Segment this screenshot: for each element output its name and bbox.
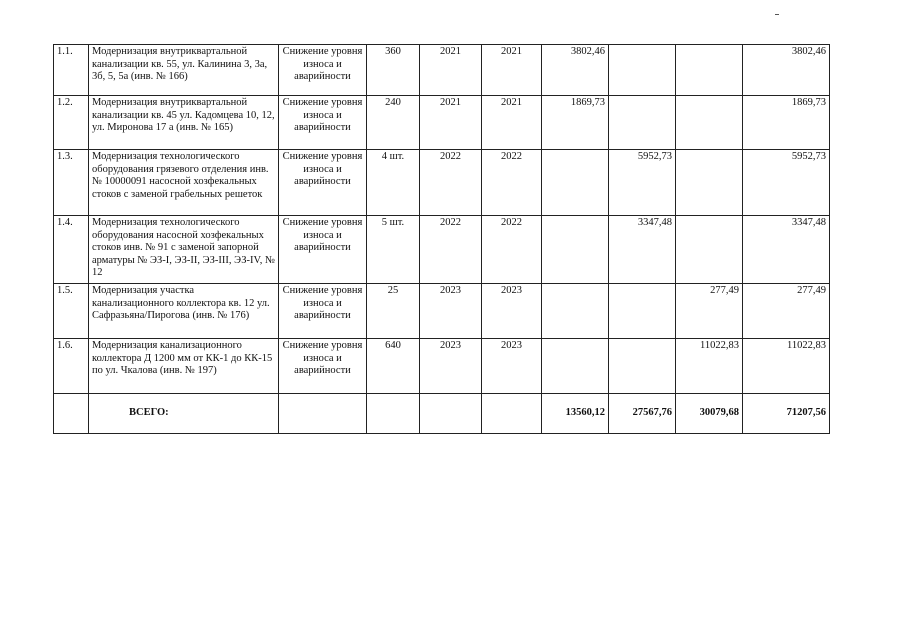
year-start: 2021 [420, 96, 482, 150]
project-quantity: 25 [367, 284, 420, 339]
cost-2021 [542, 284, 609, 339]
project-name: Модернизация внутриквартальной канализации кв. 55, ул. Калинина 3, 3а, 3б, 5, 5а (инв. № 166) [89, 45, 279, 96]
year-end: 2023 [482, 284, 542, 339]
page-corner-mark [775, 14, 779, 15]
totals-cost-total: 71207,56 [743, 394, 830, 434]
totals-cost-2023: 30079,68 [676, 394, 743, 434]
project-goal: Снижение уровня износа и аварийности [279, 339, 367, 394]
cost-2021 [542, 216, 609, 284]
year-end: 2021 [482, 45, 542, 96]
year-end: 2023 [482, 339, 542, 394]
cost-2021 [542, 150, 609, 216]
project-name: Модернизация технологического оборудования грязевого отделения инв. № 10000091 насосной хозфекальных стоков с заменой грабельных решеток [89, 150, 279, 216]
table-row [54, 216, 830, 284]
year-start: 2023 [420, 284, 482, 339]
cost-total: 3802,46 [743, 45, 830, 96]
cost-2022 [609, 339, 676, 394]
cost-total: 3347,48 [743, 216, 830, 284]
totals-cost-2022: 27567,76 [609, 394, 676, 434]
cost-total: 5952,73 [743, 150, 830, 216]
project-goal: Снижение уровня износа и аварийности [279, 45, 367, 96]
year-start: 2023 [420, 339, 482, 394]
table-row [54, 150, 830, 216]
year-end: 2021 [482, 96, 542, 150]
table-row [54, 96, 830, 150]
cost-2023: 11022,83 [676, 339, 743, 394]
row-number: 1.2. [54, 96, 89, 150]
totals-row [54, 394, 830, 434]
project-quantity: 640 [367, 339, 420, 394]
cost-2023: 277,49 [676, 284, 743, 339]
table-body [54, 45, 830, 434]
row-number: 1.5. [54, 284, 89, 339]
project-quantity: 5 шт. [367, 216, 420, 284]
totals-quantity-cell [367, 394, 420, 434]
year-start: 2022 [420, 150, 482, 216]
cost-total: 11022,83 [743, 339, 830, 394]
row-number: 1.3. [54, 150, 89, 216]
cost-2022 [609, 96, 676, 150]
totals-year-start-cell [420, 394, 482, 434]
table-row [54, 339, 830, 394]
row-number: 1.6. [54, 339, 89, 394]
year-end: 2022 [482, 216, 542, 284]
cost-2022: 3347,48 [609, 216, 676, 284]
project-name: Модернизация внутриквартальной канализации кв. 45 ул. Кадомцева 10, 12, ул. Миронова 17 а (инв. № 165) [89, 96, 279, 150]
cost-2023 [676, 216, 743, 284]
table-row [54, 284, 830, 339]
totals-label: ВСЕГО: [89, 394, 279, 434]
cost-2021 [542, 339, 609, 394]
cost-2021: 3802,46 [542, 45, 609, 96]
investment-plan-table [53, 44, 830, 434]
totals-cost-2021: 13560,12 [542, 394, 609, 434]
cost-2023 [676, 150, 743, 216]
project-goal: Снижение уровня износа и аварийности [279, 284, 367, 339]
project-goal: Снижение уровня износа и аварийности [279, 96, 367, 150]
year-start: 2021 [420, 45, 482, 96]
project-quantity: 4 шт. [367, 150, 420, 216]
totals-year-end-cell [482, 394, 542, 434]
cost-2023 [676, 96, 743, 150]
project-quantity: 360 [367, 45, 420, 96]
table-row [54, 45, 830, 96]
cost-2022: 5952,73 [609, 150, 676, 216]
project-goal: Снижение уровня износа и аварийности [279, 150, 367, 216]
row-number: 1.4. [54, 216, 89, 284]
cost-2022 [609, 45, 676, 96]
cost-total: 1869,73 [743, 96, 830, 150]
year-start: 2022 [420, 216, 482, 284]
cost-total: 277,49 [743, 284, 830, 339]
row-number: 1.1. [54, 45, 89, 96]
totals-number-cell [54, 394, 89, 434]
cost-2021: 1869,73 [542, 96, 609, 150]
project-goal: Снижение уровня износа и аварийности [279, 216, 367, 284]
totals-goal-cell [279, 394, 367, 434]
project-name: Модернизация участка канализационного коллектора кв. 12 ул. Сафразьяна/Пирогова (инв. № 176) [89, 284, 279, 339]
project-name: Модернизация технологического оборудования насосной хозфекальных стоков инв. № 91 с заменой запорной арматуры № ЭЗ-I, ЭЗ-II, ЭЗ-III, ЭЗ-IV, № 12 [89, 216, 279, 284]
project-quantity: 240 [367, 96, 420, 150]
year-end: 2022 [482, 150, 542, 216]
cost-2022 [609, 284, 676, 339]
project-name: Модернизация канализационного коллектора Д 1200 мм от КК-1 до КК-15 по ул. Чкалова (инв. № 197) [89, 339, 279, 394]
cost-2023 [676, 45, 743, 96]
